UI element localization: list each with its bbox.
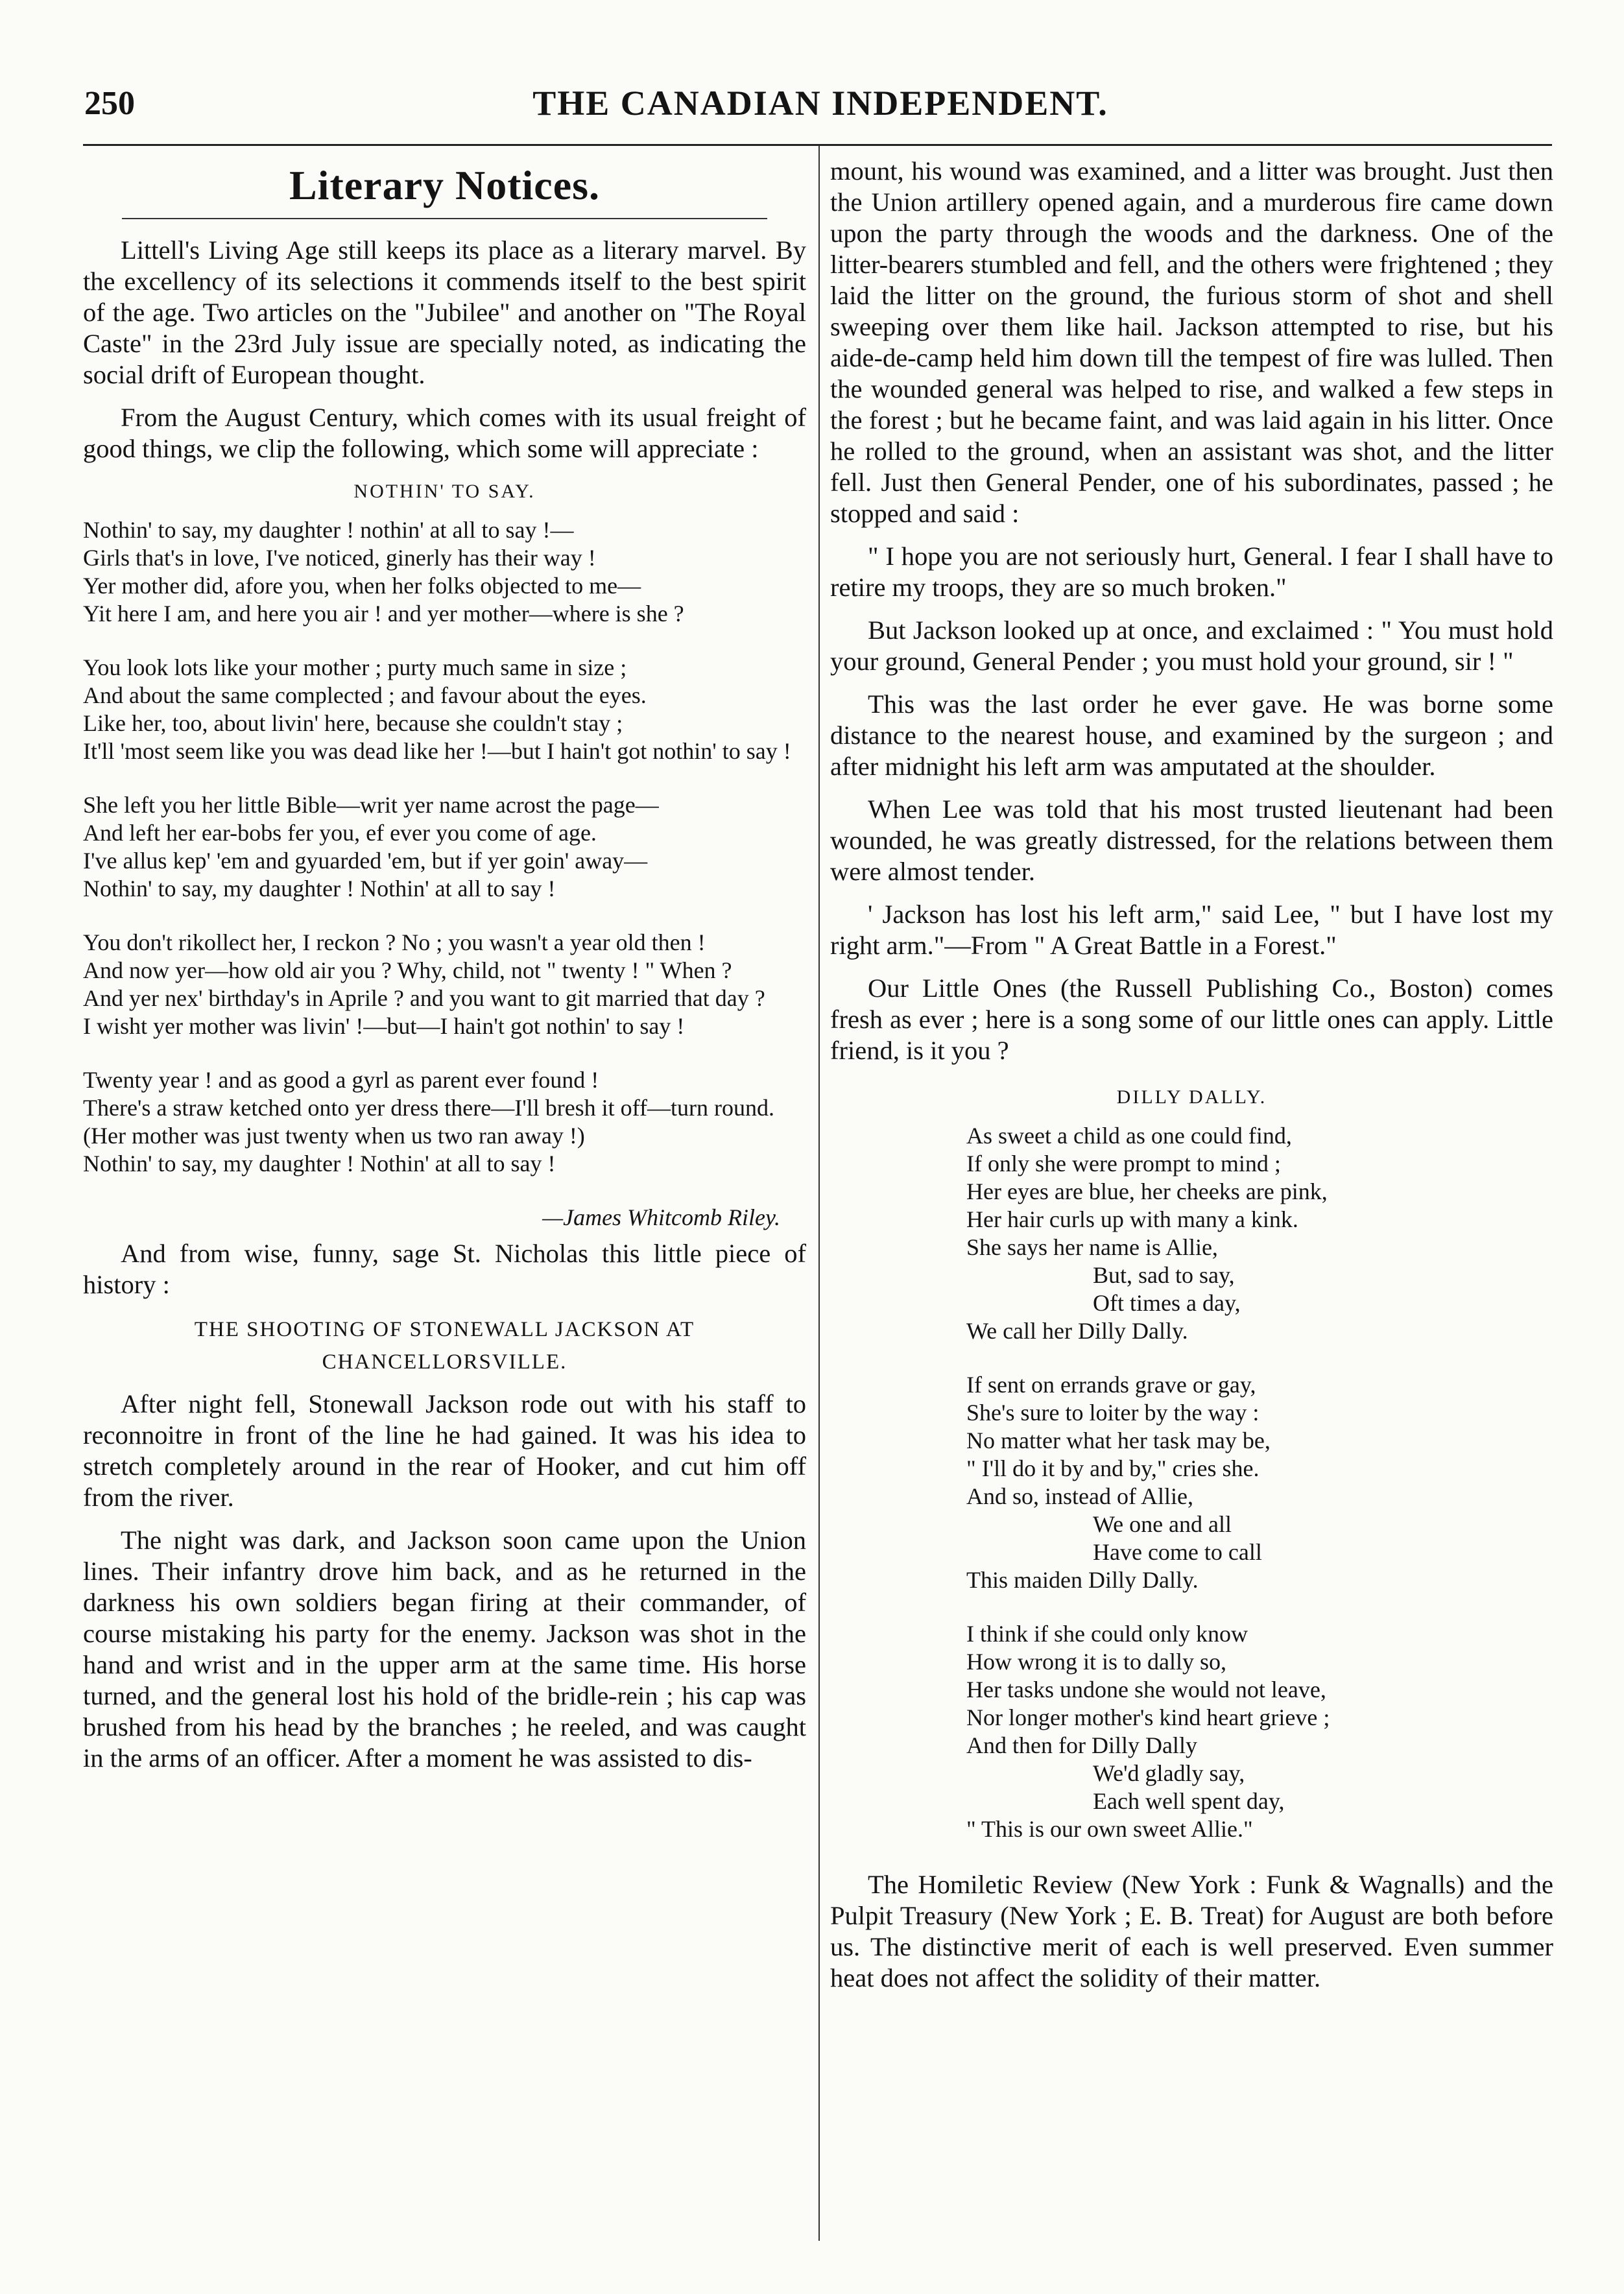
column-divider	[818, 146, 820, 2241]
poem-line: " I'll do it by and by," cries she.	[966, 1455, 1260, 1481]
last-order-paragraph: This was the last order he ever gave. He was borne some distance to the nearest house, and examined by the surgeon ; and after midnight his left arm was amputated at the shoulder.	[830, 689, 1553, 781]
poem-line: We call her Dilly Dally.	[966, 1318, 1188, 1344]
poem-line: Yit here I am, and here you air ! and yer mother—where is she ?	[83, 601, 684, 627]
poem-line: Oft times a day,	[1093, 1290, 1241, 1316]
poem-line: Her eyes are blue, her cheeks are pink,	[966, 1178, 1328, 1204]
poem-line: " This is our own sweet Allie."	[966, 1816, 1253, 1842]
poem-line: How wrong it is to dally so,	[966, 1649, 1226, 1675]
page-header	[78, 78, 1563, 130]
poem-stanza	[83, 1066, 806, 1178]
poem-title-dilly-dally: DILLY DALLY.	[1116, 1086, 1267, 1108]
poem-line: Each well spent day,	[1093, 1788, 1285, 1814]
poem-stanza	[966, 1620, 1553, 1843]
jackson-paragraph-3: mount, his wound was examined, and a litter was brought. Just then the Union artillery opened again, and a murderous fire came down upon the party through the woods and the darkness. One of the litter-bearers stumbled and fell, and the others were frightened ; they laid the litter on the ground, the furious storm of shot and shell sweeping over them like hail. Jackson attempted to rise, but his aide-de-camp held him down till the tempest of fire was lulled. Then the wounded general was helped to rise, and walked a few steps in the forest ; but he became faint, and was laid again in his litter. Once he rolled to the ground, when an assistant was shot, and the litter fell. Just then General Pender, one of his subordinates, passed ; he stopped and said :	[830, 156, 1553, 528]
st-nicholas-intro: And from wise, funny, sage St. Nicholas this little piece of history :	[83, 1239, 806, 1299]
poem-title-nothin-to-say: NOTHIN' TO SAY.	[353, 481, 536, 502]
poem-line: And about the same complected ; and favour about the eyes.	[83, 682, 647, 708]
poem-line: Twenty year ! and as good a gyrl as parent ever found !	[83, 1067, 599, 1093]
poem-line: If only she were prompt to mind ;	[966, 1151, 1281, 1177]
poem-line: Her hair curls up with many a kink.	[966, 1206, 1298, 1232]
poem-line: I think if she could only know	[966, 1621, 1248, 1647]
century-intro: From the August Century, which comes with its usual freight of good things, we clip the following, which some will appreciate :	[83, 403, 806, 463]
header-rule	[83, 144, 1552, 146]
jackson-reply: But Jackson looked up at once, and exclaimed : " You must hold your ground, General Pender ; you must hold your ground, sir ! "	[830, 615, 1553, 676]
poem-line: Like her, too, about livin' here, because she couldn't stay ;	[83, 710, 623, 736]
poem-line: We'd gladly say,	[1093, 1760, 1245, 1786]
poem-line: Yer mother did, afore you, when her folks objected to me—	[83, 573, 641, 599]
poem-credit: —James Whitcomb Riley.	[542, 1204, 780, 1230]
poem-line: Nothin' to say, my daughter ! Nothin' at all to say !	[83, 876, 556, 902]
pender-quote: " I hope you are not seriously hurt, General. I fear I shall have to retire my troops, they are so much broken."	[830, 542, 1553, 602]
homiletic-review-notice: The Homiletic Review (New York : Funk & Wagnalls) and the Pulpit Treasury (New York ; E. B. Treat) for August are both before us. The distinctive merit of each is well preserved. Even summer heat does not affect the solidity of their matter.	[830, 1870, 1553, 1992]
poem-line: She's sure to loiter by the way :	[966, 1400, 1260, 1426]
poem-stanza	[966, 1371, 1553, 1594]
poem-line: She left you her little Bible—writ yer name acrost the page—	[83, 792, 659, 818]
poem-line: Have come to call	[1093, 1539, 1262, 1565]
our-little-ones-notice: Our Little Ones (the Russell Publishing Co., Boston) comes fresh as ever ; here is a song some of our little ones can apply. Little friend, is it you ?	[830, 974, 1553, 1065]
left-column	[83, 156, 806, 1786]
poem-line: And then for Dilly Dally	[966, 1732, 1197, 1758]
poem-line: No matter what her task may be,	[966, 1428, 1271, 1453]
running-head: THE CANADIAN INDEPENDENT.	[532, 84, 1108, 123]
living-age-notice: Littell's Living Age still keeps its place as a literary marvel. By the excellency of its selections it commends itself to the best spirit of the age. Two articles on the "Jubilee" and another on "The Royal Caste" in the 23rd July issue are specially noted, as indicating the social drift of European thought.	[83, 235, 806, 389]
poem-stanza	[83, 516, 806, 628]
lee-quote: ' Jackson has lost his left arm," said Lee, " but I have lost my right arm."—From " A Great Battle in a Forest."	[830, 900, 1553, 960]
poem-line: I've allus kep' 'em and gyuarded 'em, but if yer goin' away—	[83, 848, 648, 874]
poem-line: Nor longer mother's kind heart grieve ;	[966, 1704, 1330, 1730]
poem-line: Her tasks undone she would not leave,	[966, 1677, 1326, 1703]
poem-stanza	[83, 654, 806, 765]
lee-paragraph: When Lee was told that his most trusted lieutenant had been wounded, he was greatly distressed, for the relations between them were almost tender.	[830, 795, 1553, 886]
section-heading: Literary Notices.	[289, 162, 601, 208]
poem-line: We one and all	[1093, 1511, 1232, 1537]
poem-dilly-dally	[966, 1122, 1553, 1843]
poem-line: Girls that's in love, I've noticed, ginerly has their way !	[83, 545, 596, 571]
poem-line: You look lots like your mother ; purty much same in size ;	[83, 654, 627, 680]
poem-line: It'll 'most seem like you was dead like her !—but I hain't got nothin' to say !	[83, 738, 791, 764]
poem-line: If sent on errands grave or gay,	[966, 1372, 1256, 1398]
jackson-paragraph-2: The night was dark, and Jackson soon came upon the Union lines. Their infantry drove him back, and as he returned in the darkness his own soldiers began firing at their commander, of course mistaking his party for the enemy. Jackson was shot in the hand and wrist and in the upper arm at the same time. His horse turned, and the general lost his hold of the bridle-rein ; his cap was brushed from his head by the branches ; he reeled, and was caught in the arms of an officer. After a moment he was assisted to dis-	[83, 1525, 806, 1773]
jackson-paragraph-1: After night fell, Stonewall Jackson rode out with his staff to reconnoitre in front of the line he had gained. It was his idea to stretch completely around in the rear of Hooker, and cut him off from the river.	[83, 1389, 806, 1512]
poem-line: You don't rikollect her, I reckon ? No ; you wasn't a year old then !	[83, 929, 706, 955]
poem-stanza	[83, 929, 806, 1040]
poem-line: Nothin' to say, my daughter ! nothin' at all to say !—	[83, 517, 574, 543]
poem-line: But, sad to say,	[1093, 1262, 1235, 1288]
poem-line: And yer nex' birthday's in Aprile ? and you want to git married that day ?	[83, 985, 765, 1011]
page-number: 250	[84, 85, 135, 122]
section-rule	[122, 218, 767, 219]
poem-line: She says her name is Allie,	[966, 1234, 1218, 1260]
poem-nothin-to-say	[83, 516, 806, 1178]
poem-line: There's a straw ketched onto yer dress there—I'll bresh it off—turn round.	[83, 1095, 774, 1121]
poem-line: And left her ear-bobs fer you, ef ever you come of age.	[83, 820, 597, 846]
poem-line: Nothin' to say, my daughter ! Nothin' at all to say !	[83, 1151, 556, 1177]
poem-line: I wisht yer mother was livin' !—but—I hain't got nothin' to say !	[83, 1013, 685, 1039]
poem-stanza	[966, 1122, 1553, 1345]
poem-line: As sweet a child as one could find,	[966, 1123, 1292, 1149]
poem-line: This maiden Dilly Dally.	[966, 1567, 1199, 1593]
article-title-stonewall-jackson: THE SHOOTING OF STONEWALL JACKSON AT CHANCELLORSVILLE.	[194, 1318, 695, 1374]
poem-stanza	[83, 791, 806, 903]
poem-line: (Her mother was just twenty when us two ran away !)	[83, 1123, 585, 1149]
right-column	[830, 156, 1553, 2005]
poem-line: And so, instead of Allie,	[966, 1483, 1193, 1509]
poem-line: And now yer—how old air you ? Why, child, not " twenty ! " When ?	[83, 957, 732, 983]
